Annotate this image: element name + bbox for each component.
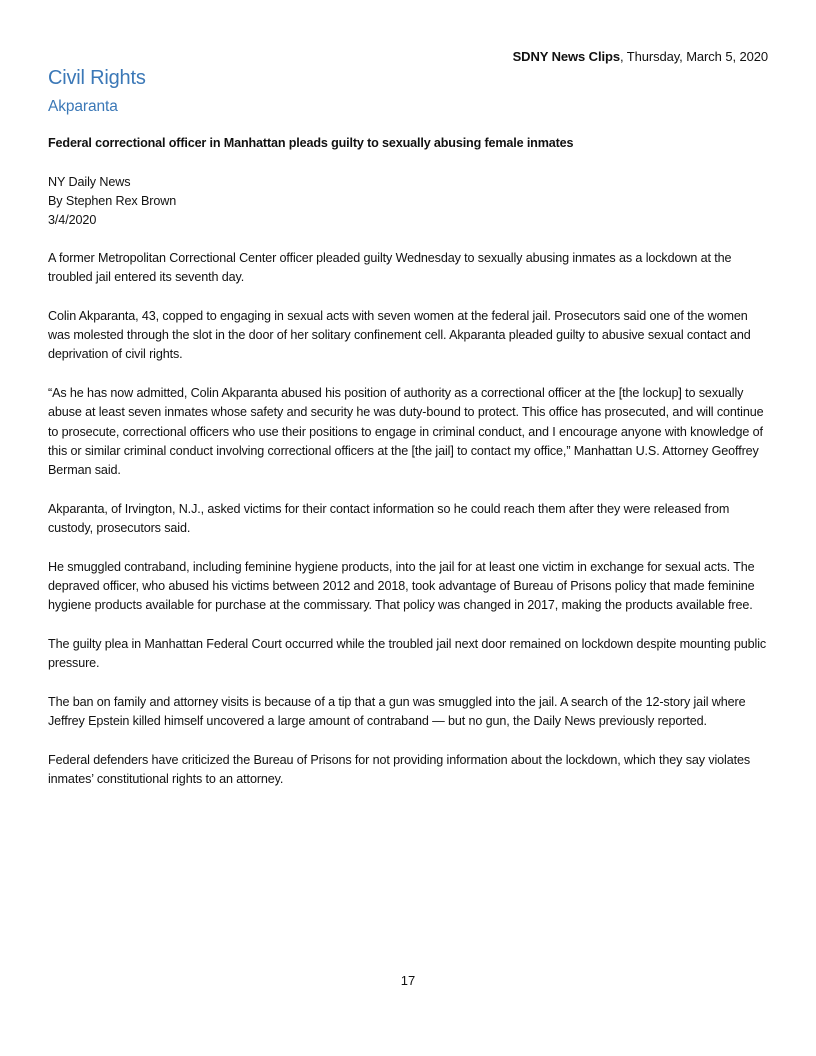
article-paragraph: Colin Akparanta, 43, copped to engaging in sexual acts with seven women at the federal jail. Prosecutors said one of the women was molested through the slot in the door of her solitary confinement cell. Akparanta pleaded guilty to abusive sexual contact and deprivation of civil rights.: [48, 308, 751, 362]
document-page: [48, 0, 768, 1056]
header-source: SDNY News Clips: [512, 49, 620, 64]
section-title: Civil Rights: [48, 67, 146, 89]
article-paragraph: A former Metropolitan Correctional Center officer pleaded guilty Wednesday to sexually abusing inmates as a lockdown at the troubled jail entered its seventh day.: [48, 251, 732, 285]
article-byline: [48, 173, 176, 231]
running-header: [513, 49, 768, 64]
article-paragraph: The guilty plea in Manhattan Federal Court occurred while the troubled jail next door remained on lockdown despite mounting public pressure.: [48, 636, 767, 671]
article-paragraph: Akparanta, of Irvington, N.J., asked victims for their contact information so he could reach them after they were released from custody, prosecutors said.: [48, 501, 730, 536]
publication-name: NY Daily News: [48, 175, 131, 189]
article-paragraph: “As he has now admitted, Colin Akparanta abused his position of authority as a correctional officer at the [the lockup] to sexually abuse at least seven inmates whose safety and security he was duty-bound to protect. This office has prosecuted, and will continue to prosecute, correctional officers who use their positions to engage in criminal conduct, and I encourage anyone with knowledge of this or similar criminal conduct involving correctional officers at the [the jail] to contact my office,” Manhattan U.S. Attorney Geoffrey Berman said.: [48, 386, 764, 478]
author-name: By Stephen Rex Brown: [48, 194, 177, 209]
header-date: , Thursday, March 5, 2020: [619, 49, 768, 64]
subsection-title: Akparanta: [48, 98, 118, 115]
article-body: [48, 249, 768, 809]
page-number: 17: [400, 973, 416, 988]
article-headline: Federal correctional officer in Manhattan pleads guilty to sexually abusing female inmates: [48, 136, 574, 150]
article-paragraph: The ban on family and attorney visits is because of a tip that a gun was smuggled into the jail. A search of the 12-story jail where Jeffrey Epstein killed himself uncovered a large amount of contraband — but no gun, the Daily News previously reported.: [48, 694, 746, 729]
article-paragraph: He smuggled contraband, including feminine hygiene products, into the jail for at least one victim in exchange for sexual acts. The depraved officer, who abused his victims between 2012 and 2018, took advantage of Bureau of Prisons policy that made feminine hygiene products available for purchase at the commissary. That policy was changed in 2017, making the products available free.: [48, 559, 755, 613]
article-date: 3/4/2020: [48, 213, 97, 228]
article-paragraph: Federal defenders have criticized the Bureau of Prisons for not providing information about the lockdown, which they say violates inmates’ constitutional rights to an attorney.: [48, 752, 751, 787]
